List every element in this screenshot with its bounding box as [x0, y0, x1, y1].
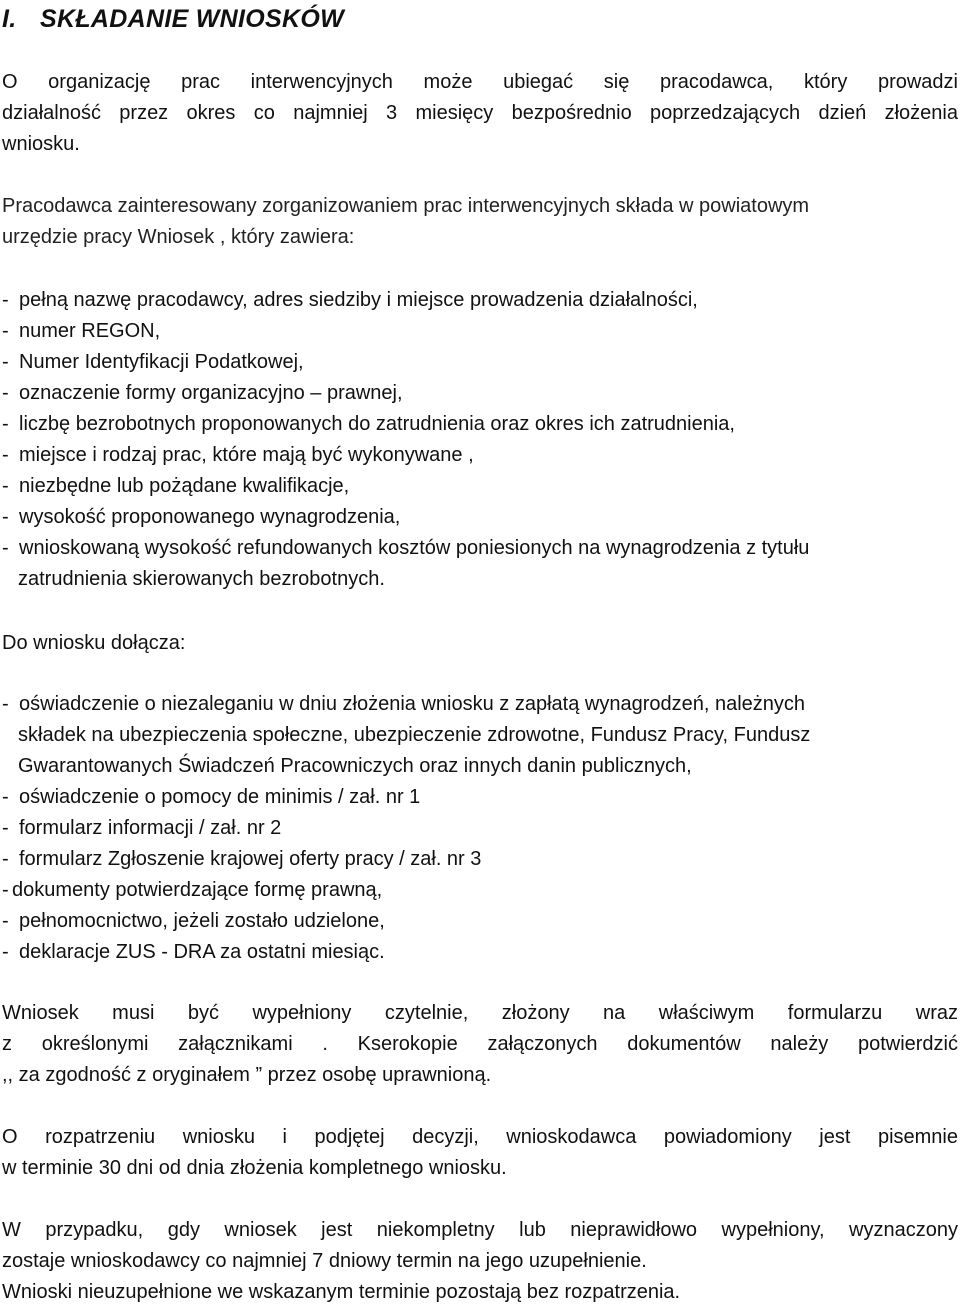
list-item-continuation: składek na ubezpieczenia społeczne, ubezpieczenie zdrowotne, Fundusz Pracy, Fundusz — [18, 724, 811, 746]
list-item: - pełnomocnictwo, jeżeli zostało udzielone, — [2, 910, 385, 932]
list-item: - formularz Zgłoszenie krajowej oferty pracy / zał. nr 3 — [2, 848, 482, 870]
incomplete-note-line-2: zostaje wnioskodawcy co najmniej 7 dniowy termin na jego uzupełnienie. — [2, 1250, 647, 1272]
employer-line-1: Pracodawca zainteresowany zorganizowaniem prac interwencyjnych składa w powiatowym — [2, 195, 810, 217]
section-heading — [2, 4, 344, 34]
list-item-continuation: zatrudnienia skierowanych bezrobotnych. — [18, 568, 385, 590]
form-note-line-3: ,, za zgodność z oryginałem ” przez osobę uprawnioną. — [2, 1064, 492, 1086]
incomplete-note-line-1: W przypadku, gdy wniosek jest niekompletny lub nieprawidłowo wypełniony, wyznaczony — [2, 1219, 958, 1241]
intro-line-3: wniosku. — [2, 133, 80, 155]
intro-line-2: działalność przez okres co najmniej 3 miesięcy bezpośrednio poprzedzających dzień złożenia — [2, 102, 958, 124]
attachments-title — [2, 628, 958, 659]
list-item: - dokumenty potwierdzające formę prawną, — [2, 879, 383, 901]
list-item: - pełną nazwę pracodawcy, adres siedziby i miejsce prowadzenia działalności, — [2, 289, 698, 311]
list-item: - oznaczenie formy organizacyjno – prawnej, — [2, 382, 403, 404]
list-item: - wnioskowaną wysokość refundowanych kosztów poniesionych na wynagrodzenia z tytułu — [2, 537, 810, 559]
employer-line-2: urzędzie pracy Wniosek , który zawiera: — [2, 226, 355, 248]
form-note-paragraph — [2, 998, 958, 1091]
attachments-list — [2, 689, 958, 968]
section-title: SKŁADANIE WNIOSKÓW — [40, 5, 344, 33]
attachments-title-text: Do wniosku dołącza: — [2, 632, 186, 654]
list-item-continuation: Gwarantowanych Świadczeń Pracowniczych oraz innych danin publicznych, — [18, 755, 692, 777]
form-note-line-1: Wniosek musi być wypełniony czytelnie, złożony na właściwym formularzu wraz — [2, 1002, 958, 1024]
list-item: - numer REGON, — [2, 320, 161, 342]
contents-list — [2, 285, 958, 595]
list-item: - liczbę bezrobotnych proponowanych do zatrudnienia oraz okres ich zatrudnienia, — [2, 413, 735, 435]
incomplete-note-paragraph — [2, 1215, 958, 1308]
list-item: - oświadczenie o pomocy de minimis / zał. nr 1 — [2, 786, 421, 808]
list-item: - niezbędne lub pożądane kwalifikacje, — [2, 475, 350, 497]
list-item: - deklaracje ZUS - DRA za ostatni miesiąc. — [2, 941, 385, 963]
decision-note-line-2: w terminie 30 dni od dnia złożenia kompletnego wniosku. — [2, 1157, 507, 1179]
list-item: - miejsce i rodzaj prac, które mają być wykonywane , — [2, 444, 474, 466]
incomplete-note-line-3: Wnioski nieuzupełnione we wskazanym terminie pozostają bez rozpatrzenia. — [2, 1281, 681, 1303]
employer-paragraph — [2, 191, 958, 253]
section-number: I. — [2, 5, 17, 33]
decision-note-line-1: O rozpatrzeniu wniosku i podjętej decyzji, wnioskodawca powiadomiony jest pisemnie — [2, 1126, 958, 1148]
form-note-line-2: z określonymi załącznikami . Kserokopie załączonych dokumentów należy potwierdzić — [2, 1033, 958, 1055]
decision-note-paragraph — [2, 1122, 958, 1184]
intro-line-1: O organizację prac interwencyjnych może ubiegać się pracodawca, który prowadzi — [2, 71, 958, 93]
list-item: - wysokość proponowanego wynagrodzenia, — [2, 506, 401, 528]
list-item: - formularz informacji / zał. nr 2 — [2, 817, 282, 839]
intro-paragraph — [2, 67, 958, 160]
list-item: - oświadczenie o niezaleganiu w dniu złożenia wniosku z zapłatą wynagrodzeń, należnych — [2, 693, 806, 715]
list-item: - Numer Identyfikacji Podatkowej, — [2, 351, 304, 373]
